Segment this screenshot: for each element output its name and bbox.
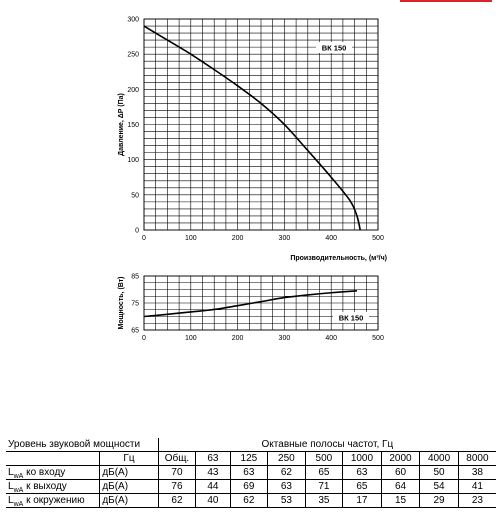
bands-title: Октавные полосы частот, Гц [158, 438, 496, 452]
power-chart [118, 274, 384, 343]
table-cell: 40 [196, 494, 230, 508]
table-cell: 63 [343, 466, 382, 480]
series-label: ВК 150 [321, 43, 347, 53]
table-cell: 62 [158, 494, 196, 508]
column-header: 4000 [420, 452, 459, 466]
table-cell: 65 [343, 480, 382, 494]
column-header: Общ. [158, 452, 196, 466]
table-cell: 60 [381, 466, 420, 480]
table-cell: 23 [458, 494, 496, 508]
table-cell: 50 [420, 466, 459, 480]
table-row [6, 494, 496, 508]
header-blank [6, 452, 100, 466]
column-header: 250 [268, 452, 306, 466]
table-cell: 38 [458, 466, 496, 480]
y-tick-label: 50 [131, 192, 139, 200]
series-label: ВК 150 [338, 313, 364, 323]
row-unit: дБ(A) [100, 480, 158, 494]
table-cell: 62 [230, 494, 268, 508]
y-tick-label: 0 [135, 227, 139, 235]
x-tick-label: 0 [142, 335, 146, 342]
row-unit: дБ(A) [100, 466, 158, 480]
column-header: 2000 [381, 452, 420, 466]
pressure-chart [118, 17, 387, 263]
column-header: 8000 [458, 452, 496, 466]
x-tick-label: 0 [142, 235, 146, 242]
x-tick-label: 300 [278, 235, 291, 242]
column-header: 1000 [343, 452, 382, 466]
table-cell: 35 [305, 494, 343, 508]
table-cell: 17 [343, 494, 382, 508]
y-tick-label: 100 [127, 157, 139, 165]
unit-header: Гц [100, 452, 158, 466]
x-tick-label: 200 [231, 335, 244, 342]
series-line [144, 291, 357, 317]
column-header: 63 [196, 452, 230, 466]
table-cell: 63 [230, 466, 268, 480]
table-cell: 43 [196, 466, 230, 480]
table-cell: 76 [158, 480, 196, 494]
table-cell: 62 [268, 466, 306, 480]
x-tick-label: 400 [325, 335, 338, 342]
y-tick-label: 200 [127, 86, 139, 94]
table-cell: 70 [158, 466, 196, 480]
table-cell: 69 [230, 480, 268, 494]
sound-power-table [6, 438, 496, 508]
table-cell: 53 [268, 494, 306, 508]
table-cell: 54 [420, 480, 459, 494]
table-cell: 64 [381, 480, 420, 494]
table-cell: 41 [458, 480, 496, 494]
table-header-row [6, 452, 496, 466]
x-tick-label: 300 [278, 335, 291, 342]
x-tick-label: 100 [184, 235, 197, 242]
y-axis-label: Мощность, (Вт) [118, 276, 125, 330]
row-label: $L_{wA}$ ко входу [6, 466, 100, 480]
table-cell: 44 [196, 480, 230, 494]
x-tick-label: 500 [372, 235, 384, 242]
y-axis-label: Давление, ΔP (Па) [118, 93, 125, 156]
x-tick-label: 500 [372, 335, 384, 342]
x-tick-label: 100 [184, 335, 197, 342]
y-tick-label: 85 [131, 273, 139, 281]
row-unit: дБ(A) [100, 494, 158, 508]
table-row [6, 480, 496, 494]
table-cell: 71 [305, 480, 343, 494]
row-label: $L_{wA}$ к выходу [6, 480, 100, 494]
series-line [144, 26, 360, 230]
row-label: $L_{wA}$ к окружению [6, 494, 100, 508]
y-tick-label: 65 [131, 327, 139, 335]
column-header: 125 [230, 452, 268, 466]
table-title: Уровень звуковой мощности [6, 438, 158, 452]
column-header: 500 [305, 452, 343, 466]
y-tick-label: 75 [131, 300, 139, 308]
x-tick-label: 400 [325, 235, 338, 242]
x-axis-label: Производительность, (м³/ч) [290, 255, 387, 262]
table-cell: 15 [381, 494, 420, 508]
table-cell: 63 [268, 480, 306, 494]
y-tick-label: 150 [127, 122, 139, 129]
table-cell: 29 [420, 494, 459, 508]
table-row [6, 466, 496, 480]
y-tick-label: 300 [127, 16, 139, 24]
y-tick-label: 250 [127, 51, 139, 59]
x-tick-label: 200 [231, 235, 244, 242]
table-cell: 65 [305, 466, 343, 480]
